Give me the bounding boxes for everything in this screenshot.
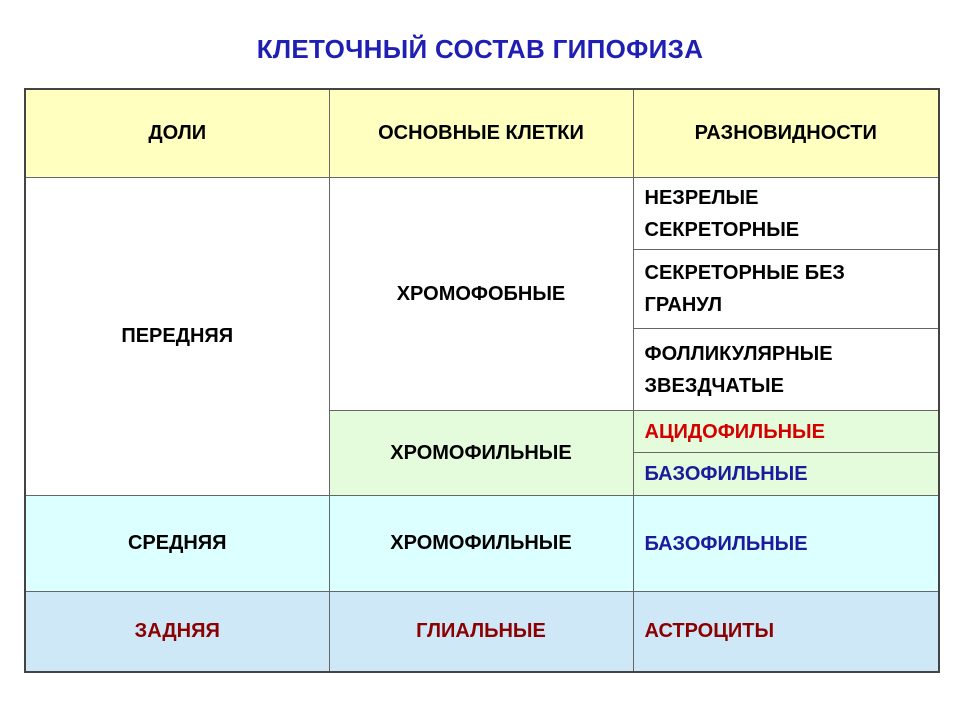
cell-glial: ГЛИАЛЬНЫЕ <box>329 592 633 672</box>
header-lobes: ДОЛИ <box>25 89 329 178</box>
table-row <box>25 178 939 250</box>
table-row <box>25 496 939 592</box>
header-main-cells: ОСНОВНЫЕ КЛЕТКИ <box>329 89 633 178</box>
variety-immature-secretory: НЕЗРЕЛЫЕ СЕКРЕТОРНЫЕ <box>633 178 939 250</box>
page-title: КЛЕТОЧНЫЙ СОСТАВ ГИПОФИЗА <box>256 34 704 64</box>
variety-secretory-no-granules: СЕКРЕТОРНЫЕ БЕЗ ГРАНУЛ <box>633 250 939 329</box>
header-row <box>25 89 939 178</box>
variety-basophils-anterior: БАЗОФИЛЬНЫЕ <box>633 453 939 496</box>
lobe-posterior: ЗАДНЯЯ <box>25 592 329 672</box>
variety-acidophils: АЦИДОФИЛЬНЫЕ <box>633 411 939 453</box>
header-varieties: РАЗНОВИДНОСТИ <box>633 89 939 178</box>
cell-chromophils-anterior: ХРОМОФИЛЬНЫЕ <box>329 411 633 496</box>
variety-basophils-middle: БАЗОФИЛЬНЫЕ <box>633 496 939 592</box>
variety-astrocytes: АСТРОЦИТЫ <box>633 592 939 672</box>
variety-follicular-stellate: ФОЛЛИКУЛЯРНЫЕ ЗВЕЗДЧАТЫЕ <box>633 329 939 411</box>
lobe-middle: СРЕДНЯЯ <box>25 496 329 592</box>
cell-chromophobes: ХРОМОФОБНЫЕ <box>329 178 633 411</box>
table-row <box>25 592 939 672</box>
lobe-anterior: ПЕРЕДНЯЯ <box>25 178 329 496</box>
cell-chromophils-middle: ХРОМОФИЛЬНЫЕ <box>329 496 633 592</box>
pituitary-cell-table <box>24 88 940 673</box>
